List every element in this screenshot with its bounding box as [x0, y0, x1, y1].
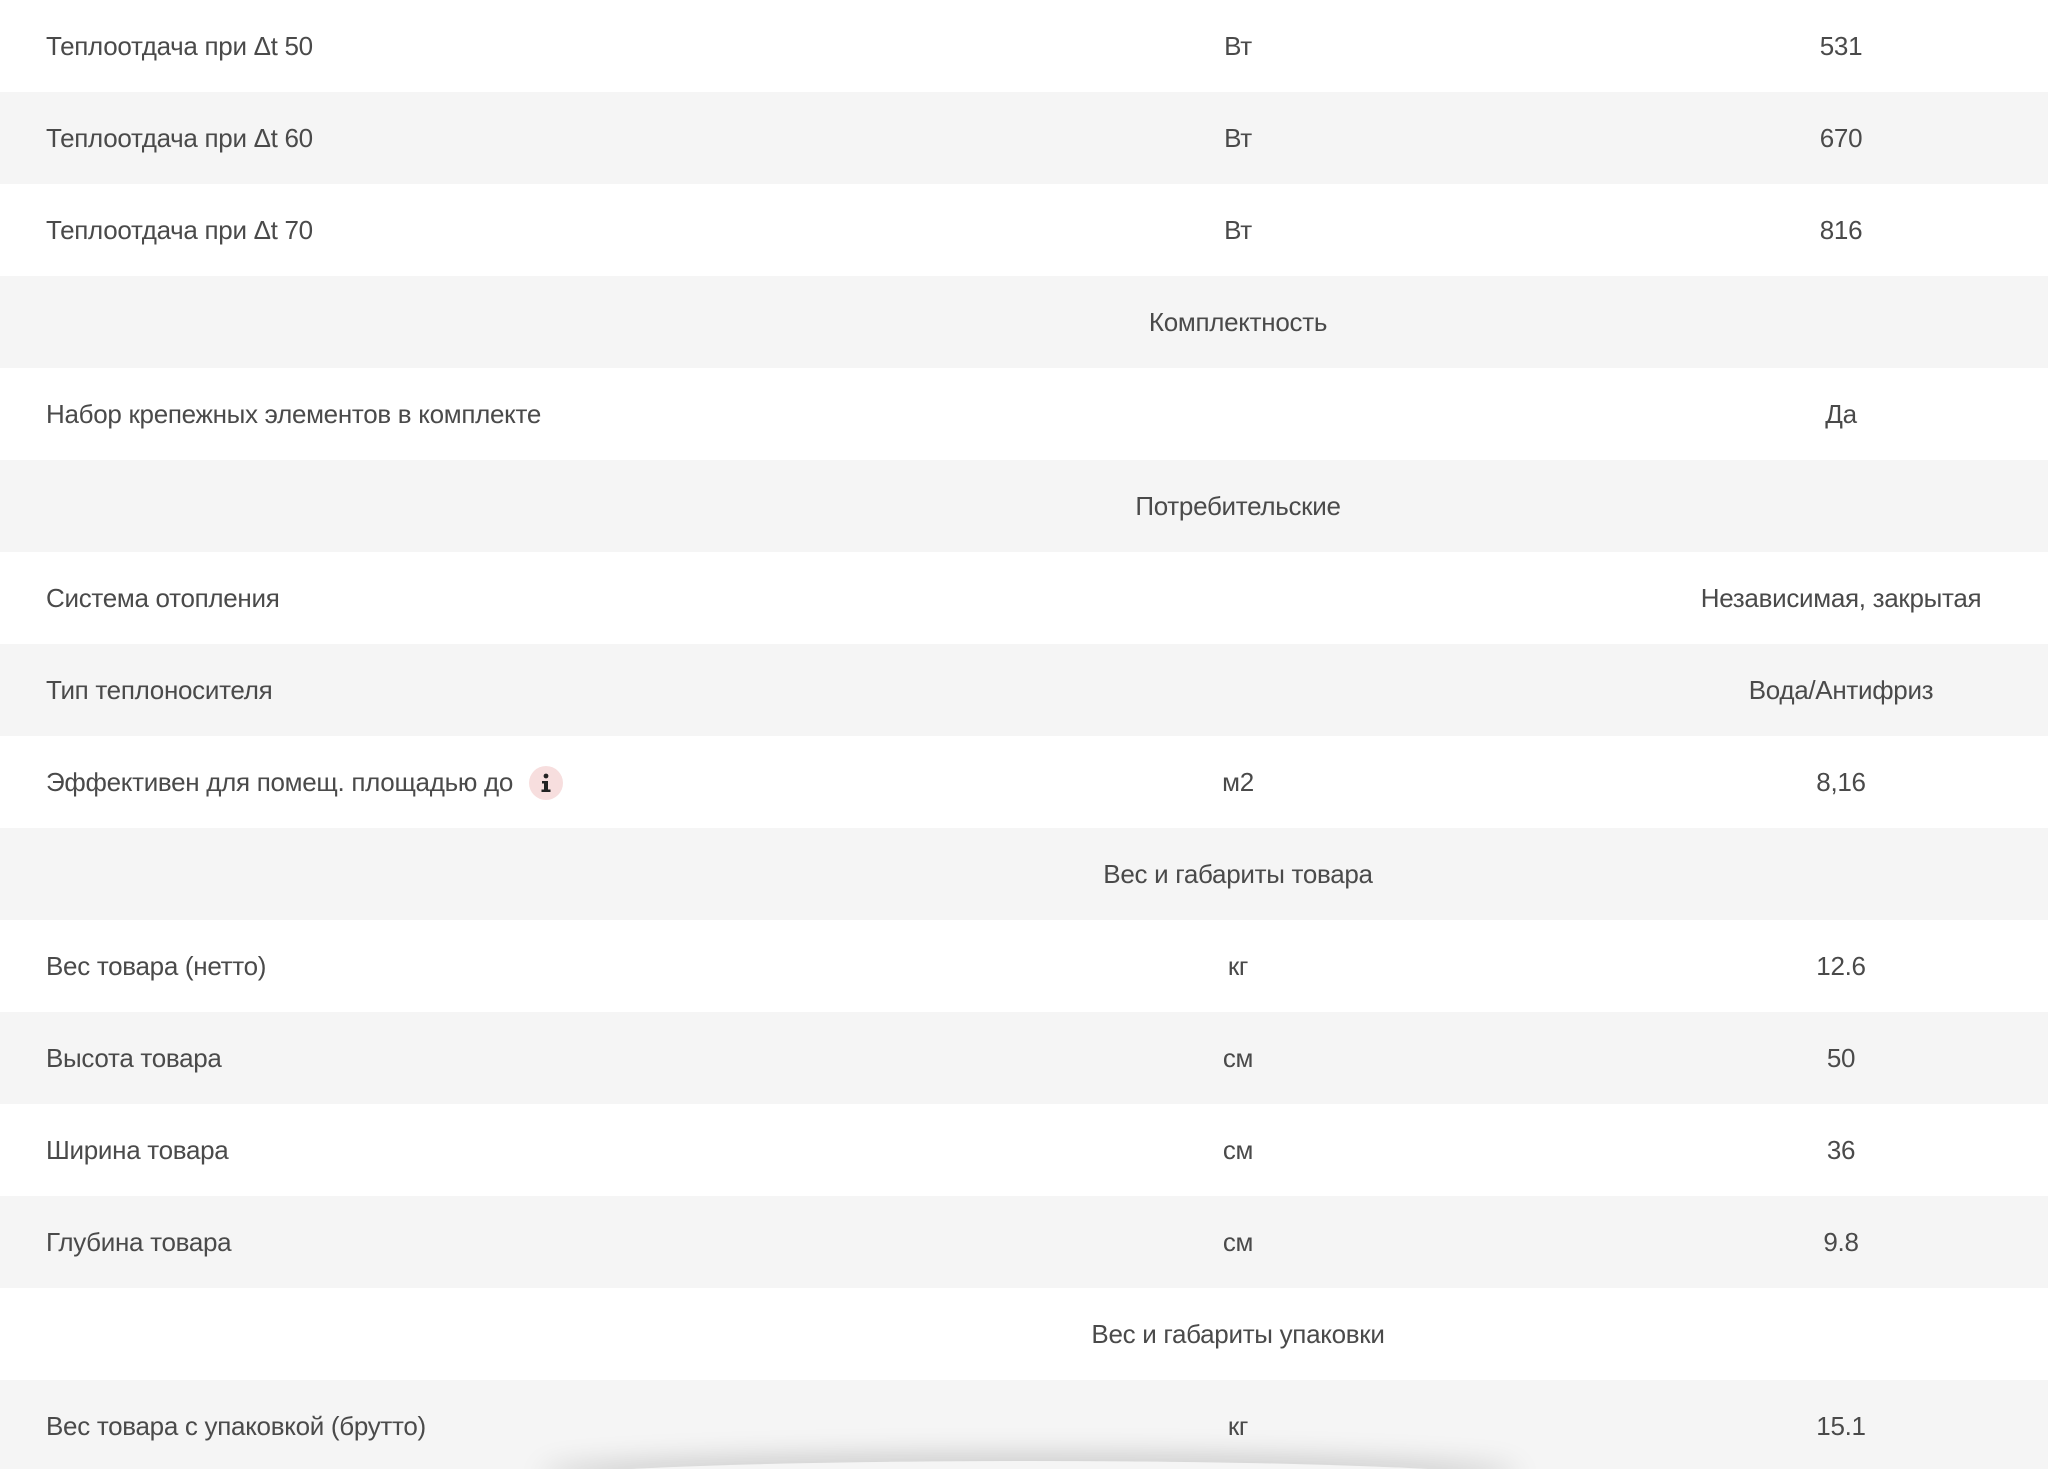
spec-row — [0, 184, 2048, 276]
spec-value: 670 — [1819, 122, 1863, 153]
spec-name: Эффективен для помещ. площадью до — [46, 766, 513, 797]
spec-value: Да — [1825, 398, 1857, 429]
spec-unit: см — [1222, 1134, 1254, 1165]
spec-unit: кг — [1227, 950, 1249, 981]
spec-name: Тип теплоносителя — [46, 674, 273, 705]
spec-value: 15.1 — [1816, 1411, 1866, 1441]
spec-unit — [1138, 644, 1338, 736]
spec-name: Вес товара с упаковкой (брутто) — [46, 1411, 426, 1441]
spec-value: 12.6 — [1816, 950, 1866, 981]
spec-name: Вес товара (нетто) — [46, 950, 267, 981]
section-header-row — [0, 276, 2048, 368]
section-title: Вес и габариты упаковки — [1091, 1318, 1385, 1349]
spec-value: 531 — [1819, 30, 1863, 61]
spec-name: Теплоотдача при Δt 70 — [46, 214, 313, 245]
info-icon[interactable] — [529, 766, 563, 800]
spec-row — [0, 0, 2048, 92]
spec-value: 50 — [1826, 1042, 1856, 1073]
spec-value: Независимая, закрытая — [1700, 582, 1982, 613]
spec-row — [0, 736, 2048, 828]
spec-unit — [1138, 368, 1338, 460]
spec-name: Теплоотдача при Δt 60 — [46, 122, 313, 153]
spec-row — [0, 644, 2048, 736]
spec-unit: м2 — [1222, 766, 1254, 797]
spec-name: Теплоотдача при Δt 50 — [46, 30, 313, 61]
spec-unit: см — [1222, 1226, 1254, 1257]
spec-unit: Вт — [1224, 30, 1252, 61]
section-title: Вес и габариты товара — [1103, 858, 1373, 889]
spec-value: Вода/Антифриз — [1748, 674, 1934, 705]
section-header-row — [0, 460, 2048, 552]
spec-row — [0, 1380, 2048, 1469]
spec-row — [0, 1012, 2048, 1104]
spec-row — [0, 92, 2048, 184]
spec-name: Ширина товара — [46, 1134, 229, 1165]
spec-unit: Вт — [1224, 214, 1252, 245]
spec-row — [0, 1104, 2048, 1196]
spec-name-cell — [46, 736, 563, 828]
spec-row — [0, 1196, 2048, 1288]
section-title: Потребительские — [1135, 490, 1341, 521]
info-glyph — [539, 773, 553, 793]
section-title: Комплектность — [1148, 306, 1328, 337]
section-header-row — [0, 828, 2048, 920]
spec-name: Система отопления — [46, 582, 280, 613]
spec-value: 9.8 — [1823, 1226, 1859, 1257]
spec-name: Набор крепежных элементов в комплекте — [46, 398, 541, 429]
spec-row — [0, 920, 2048, 1012]
spec-row — [0, 368, 2048, 460]
spec-value: 36 — [1826, 1134, 1856, 1165]
spec-row — [0, 552, 2048, 644]
spec-unit — [1138, 552, 1338, 644]
spec-unit: Вт — [1224, 122, 1252, 153]
section-header-row — [0, 1288, 2048, 1380]
spec-name: Глубина товара — [46, 1226, 232, 1257]
spec-unit: см — [1222, 1042, 1254, 1073]
spec-value: 816 — [1819, 214, 1863, 245]
spec-value: 8,16 — [1816, 766, 1866, 797]
spec-unit: кг — [1227, 1411, 1249, 1441]
spec-name: Высота товара — [46, 1042, 222, 1073]
